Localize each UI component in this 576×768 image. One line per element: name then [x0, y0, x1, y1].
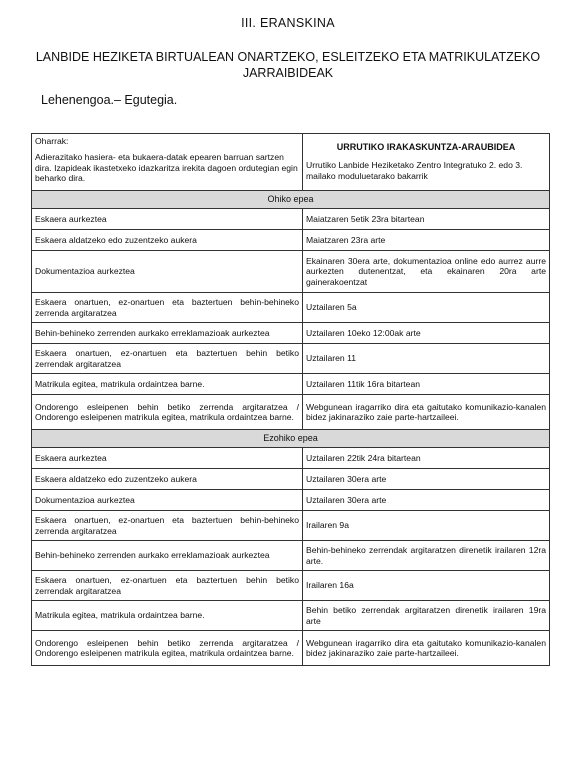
- section-subtitle: Lehenengoa.– Egutegia.: [41, 93, 178, 107]
- table-row: [32, 601, 550, 631]
- extra-period-row: [32, 430, 550, 448]
- step-cell: Matrikula egitea, matrikula ordaintzea barne.: [32, 601, 303, 631]
- system-text: Urrutiko Lanbide Heziketako Zentro Integratuko 2. edo 3. mailako moduluetarako bakarrik: [306, 160, 523, 181]
- notes-text: Adierazitako hasiera- eta bukaera-datak epearen barruan sartzen dira. Izapideak ikastetxeko idazkaritza irekita dagoen ordutegian egin beharko dira.: [35, 152, 298, 184]
- table-row: [32, 374, 550, 395]
- step-cell: Eskaera onartuen, ez-onartuen eta baztertuen behin-behineko zerrenda argitaratzea: [32, 293, 303, 323]
- ordinary-period-row: [32, 191, 550, 209]
- step-cell: Eskaera aldatzeko edo zuzentzeko aukera: [32, 469, 303, 490]
- table-row: [32, 490, 550, 511]
- step-cell: Eskaera onartuen, ez-onartuen eta baztertuen behin betiko zerrendak argitaratzea: [32, 571, 303, 601]
- step-cell: Ondorengo esleipenen behin betiko zerrenda argitaratzea / Ondorengo esleipenen matrikula egitea, matrikula ordaintzea barne.: [32, 631, 303, 666]
- step-cell: Behin-behineko zerrenden aurkako erreklamazioak aurkeztea: [32, 541, 303, 571]
- table-row: [32, 323, 550, 344]
- step-cell: Eskaera aurkeztea: [32, 209, 303, 230]
- date-cell: Uztailaren 30era arte: [303, 469, 550, 490]
- date-cell: Webgunean iragarriko dira eta gaitutako komunikazio-kanalen bidez jakinaraziko zaie parte-hartzaileei.: [303, 631, 550, 666]
- annex-heading: III. ERANSKINA: [241, 16, 335, 30]
- date-cell: Maiatzaren 5etik 23ra bitartean: [303, 209, 550, 230]
- date-cell: Behin betiko zerrendak argitaratzen direnetik irailaren 19ra arte: [303, 601, 550, 631]
- step-cell: Matrikula egitea, matrikula ordaintzea barne.: [32, 374, 303, 395]
- step-cell: Eskaera onartuen, ez-onartuen eta baztertuen behin-behineko zerrenda argitaratzea: [32, 511, 303, 541]
- notes-cell: [32, 134, 303, 191]
- date-cell: Uztailaren 30era arte: [303, 490, 550, 511]
- date-cell: Uztailaren 10eko 12:00ak arte: [303, 323, 550, 344]
- table-row: [32, 448, 550, 469]
- table-row: [32, 230, 550, 251]
- table-row: [32, 541, 550, 571]
- system-title: URRUTIKO IRAKASKUNTZA-ARAUBIDEA: [336, 142, 516, 152]
- step-cell: Eskaera aurkeztea: [32, 448, 303, 469]
- date-cell: Maiatzaren 23ra arte: [303, 230, 550, 251]
- table-row: [32, 631, 550, 666]
- table-row: [32, 571, 550, 601]
- document-title: LANBIDE HEZIKETA BIRTUALEAN ONARTZEKO, ESLEITZEKO ETA MATRIKULATZEKO JARRAIBIDEAK: [35, 50, 541, 80]
- table-row: [32, 293, 550, 323]
- step-cell: Behin-behineko zerrenden aurkako erreklamazioak aurkeztea: [32, 323, 303, 344]
- date-cell: Ekainaren 30era arte, dokumentazioa online edo aurrez aurre aurkezten dutenentzat, eta ekainaren 20ra arte gainerakoentzat: [303, 251, 550, 293]
- date-cell: Uztailaren 22tik 24ra bitartean: [303, 448, 550, 469]
- table-row: [32, 209, 550, 230]
- table-row: [32, 395, 550, 430]
- table-header-row: [32, 134, 550, 191]
- table-row: [32, 511, 550, 541]
- extra-period-label: Ezohiko epea: [32, 430, 550, 448]
- date-cell: Uztailaren 11: [303, 344, 550, 374]
- date-cell: Behin-behineko zerrendak argitaratzen direnetik irailaren 12ra arte.: [303, 541, 550, 571]
- date-cell: Uztailaren 11tik 16ra bitartean: [303, 374, 550, 395]
- system-cell: [303, 134, 550, 191]
- date-cell: Uztailaren 5a: [303, 293, 550, 323]
- date-cell: Irailaren 16a: [303, 571, 550, 601]
- step-cell: Ondorengo esleipenen behin betiko zerrenda argitaratzea / Ondorengo esleipenen matrikula egitea, matrikula ordaintzea barne.: [32, 395, 303, 430]
- date-cell: Irailaren 9a: [303, 511, 550, 541]
- step-cell: Dokumentazioa aurkeztea: [32, 490, 303, 511]
- step-cell: Dokumentazioa aurkeztea: [32, 251, 303, 293]
- date-cell: Webgunean iragarriko dira eta gaitutako komunikazio-kanalen bidez jakinaraziko zaie parte-hartzaileei.: [303, 395, 550, 430]
- calendar-table: [31, 133, 550, 666]
- ordinary-period-label: Ohiko epea: [32, 191, 550, 209]
- step-cell: Eskaera onartuen, ez-onartuen eta baztertuen behin betiko zerrendak argitaratzea: [32, 344, 303, 374]
- table-row: [32, 469, 550, 490]
- notes-heading: Oharrak:: [35, 136, 69, 146]
- step-cell: Eskaera aldatzeko edo zuzentzeko aukera: [32, 230, 303, 251]
- table-row: [32, 251, 550, 293]
- table-row: [32, 344, 550, 374]
